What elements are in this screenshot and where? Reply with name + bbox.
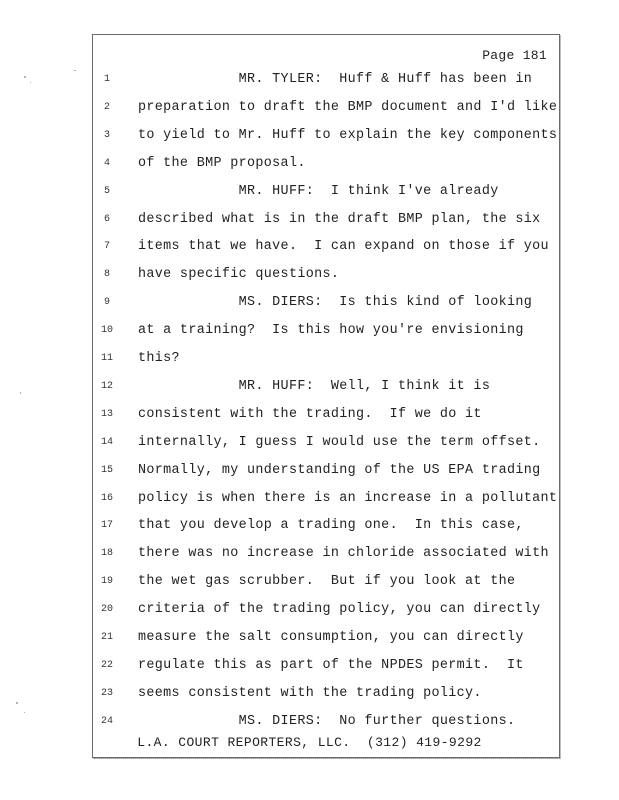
transcript-line: MS. DIERS: Is this kind of looking xyxy=(138,295,533,310)
line-number: 20 xyxy=(100,604,113,615)
transcript-line: criteria of the trading policy, you can directly xyxy=(138,602,541,617)
scan-speck xyxy=(24,76,26,78)
line-number: 23 xyxy=(100,688,113,699)
transcript-line: that you develop a trading one. In this case, xyxy=(138,518,524,533)
line-number: 21 xyxy=(100,632,113,643)
transcript-line: MR. HUFF: Well, I think it is xyxy=(138,379,491,394)
transcript-line: seems consistent with the trading policy. xyxy=(138,686,482,701)
transcript-line: Normally, my understanding of the US EPA trading xyxy=(138,463,541,478)
line-number: 4 xyxy=(103,158,110,169)
transcript-line: MR. HUFF: I think I've already xyxy=(138,184,499,199)
transcript-line: preparation to draft the BMP document and I'd like xyxy=(138,100,558,115)
transcript-line: consistent with the trading. If we do it xyxy=(138,407,482,422)
transcript-line: internally, I guess I would use the term offset. xyxy=(138,435,541,450)
line-number: 14 xyxy=(100,437,113,448)
scan-speck xyxy=(30,82,31,83)
transcript-line: of the BMP proposal. xyxy=(138,156,306,171)
line-number: 17 xyxy=(100,520,113,531)
border-shadow xyxy=(94,758,560,760)
scan-speck xyxy=(74,70,76,71)
line-number: 22 xyxy=(100,660,113,671)
line-number: 12 xyxy=(100,381,113,392)
line-number: 24 xyxy=(100,716,113,727)
line-number: 15 xyxy=(100,465,113,476)
transcript-line: MR. TYLER: Huff & Huff has been in xyxy=(138,72,533,87)
line-number: 7 xyxy=(103,241,110,252)
line-number: 19 xyxy=(100,576,113,587)
line-number: 9 xyxy=(103,297,110,308)
transcript-line: policy is when there is an increase in a pollutant xyxy=(138,491,558,506)
transcript-line: described what is in the draft BMP plan, the six xyxy=(138,212,541,227)
line-number: 1 xyxy=(103,74,110,85)
transcript-line: have specific questions. xyxy=(138,267,340,282)
court-reporter-footer: L.A. COURT REPORTERS, LLC. (312) 419-9292 xyxy=(137,735,482,750)
transcript-line: this? xyxy=(138,351,180,366)
transcript-line: regulate this as part of the NPDES permit. It xyxy=(138,658,524,673)
scan-speck xyxy=(20,392,21,394)
scan-speck xyxy=(16,702,18,704)
line-number: 11 xyxy=(100,353,113,364)
line-number: 3 xyxy=(103,130,110,141)
line-number: 18 xyxy=(100,548,113,559)
line-number: 13 xyxy=(100,409,113,420)
line-number: 6 xyxy=(103,214,110,225)
transcript-line: the wet gas scrubber. But if you look at the xyxy=(138,574,516,589)
transcript-line: to yield to Mr. Huff to explain the key components xyxy=(138,128,558,143)
transcript-line: MS. DIERS: No further questions. xyxy=(138,714,516,729)
transcript-line: there was no increase in chloride associated with xyxy=(138,546,549,561)
transcript-line: items that we have. I can expand on those if you xyxy=(138,239,549,254)
line-number: 10 xyxy=(100,325,113,336)
transcript-line: at a training? Is this how you're envisioning xyxy=(138,323,524,338)
line-number: 16 xyxy=(100,493,113,504)
line-number: 8 xyxy=(103,269,110,280)
scan-speck xyxy=(24,712,25,713)
line-number: 5 xyxy=(103,186,110,197)
transcript-line: measure the salt consumption, you can directly xyxy=(138,630,524,645)
line-number: 2 xyxy=(103,102,110,113)
page-number: Page 181 xyxy=(482,48,547,63)
